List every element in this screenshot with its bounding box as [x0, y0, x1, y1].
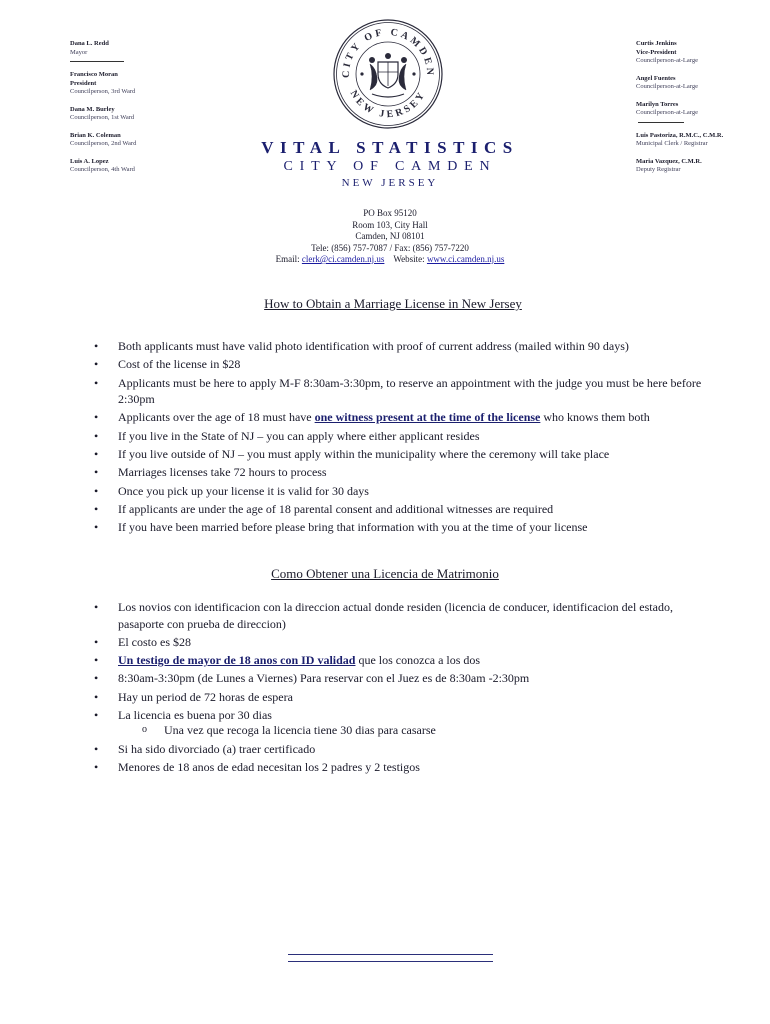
bullet-icon: • [94, 759, 99, 774]
po-box: PO Box 95120 [363, 208, 417, 218]
list-item: • Un testigo de mayor de 18 anos con ID validad que los conozca a los dos [94, 653, 481, 668]
room: Room 103, City Hall [352, 219, 428, 230]
official-entry [70, 106, 220, 123]
email-link[interactable]: clerk@ci.camden.nj.us [301, 254, 385, 264]
list-item: • Si ha sido divorciado (a) traer certificado [94, 741, 316, 756]
official-entry [636, 101, 766, 123]
bullet-icon: • [94, 653, 99, 668]
official-role: Councilperson-at-Large [636, 57, 698, 64]
list-item: • El costo es $28 [94, 634, 191, 649]
bullet-icon: • [94, 428, 99, 443]
english-list [94, 338, 714, 537]
official-role: Councilperson-at-Large [636, 83, 698, 90]
bullet-icon: • [94, 501, 99, 516]
official-name: Dana M. Burley [70, 105, 115, 113]
list-item: • Both applicants must have valid photo identification with proof of current address (mailed within 90 days) [94, 339, 629, 353]
official-entry [636, 40, 766, 66]
official-role: Councilperson, 3rd Ward [70, 88, 136, 95]
list-item: • Marriages licenses take 72 hours to process [94, 465, 327, 480]
official-role: Municipal Clerk / Registrar [636, 140, 708, 147]
official-entry [636, 158, 766, 175]
website-link[interactable]: www.ci.camden.nj.us [426, 254, 505, 264]
bullet-icon: • [94, 483, 99, 498]
bullet-icon: • [94, 375, 99, 390]
official-name: Francisco Moran [70, 71, 118, 78]
footer-divider [288, 954, 493, 962]
english-heading: How to Obtain a Marriage License in New Jersey [264, 296, 522, 311]
official-role: Mayor [70, 48, 88, 56]
official-entry [70, 40, 220, 62]
bullet-icon: • [94, 689, 99, 704]
official-entry [70, 71, 220, 97]
emphasis-text: one witness present at the time of the license [314, 410, 541, 425]
circle-bullet-icon: o [142, 724, 147, 736]
official-name: Curtis Jenkins [636, 40, 677, 47]
seal-top-text: CITY OF CAMDEN [340, 26, 436, 79]
contact-address [220, 208, 560, 266]
list-item: • If applicants are under the age of 18 parental consent and additional witnesses are required [94, 501, 554, 516]
official-entry [70, 158, 220, 175]
page-title: VITAL STATISTICS [261, 138, 519, 157]
seal-bottom-text: NEW JERSEY [347, 88, 429, 121]
official-name: Luis A. Lopez [70, 157, 109, 165]
bullet-icon: • [94, 671, 99, 686]
list-item: • Los novios con identificacion con la direccion actual donde residen (licencia de conducer, identificacion del estado, pasaporte con prueba de direccion) [94, 600, 673, 631]
website-label: Website: [393, 254, 425, 264]
bullet-icon: • [94, 446, 99, 461]
title-city: CITY OF CAMDEN [283, 159, 497, 174]
emphasis-text: Un testigo de mayor de 18 anos con ID validad [118, 653, 356, 668]
list-item: • If you live in the State of NJ – you can apply where either applicant resides [94, 428, 480, 443]
bullet-icon: • [94, 600, 99, 614]
bullet-icon: • [94, 520, 99, 535]
official-role: Deputy Registrar [636, 166, 681, 173]
official-entry [70, 132, 220, 149]
list-item: • La licencia es buena por 30 dias [94, 707, 272, 722]
spanish-list [94, 599, 714, 777]
list-item: • Hay un period de 72 horas de espera [94, 689, 293, 704]
bullet-icon: • [94, 741, 99, 756]
official-role: Councilperson, 1st Ward [70, 114, 135, 121]
sub-list-item: o Una vez que recoga la licencia tiene 30 dias para casarse [142, 723, 436, 738]
official-name: Dana L. Redd [70, 40, 109, 47]
official-entry [636, 75, 766, 92]
city-seal-icon [332, 18, 444, 130]
city-line: Camden, NJ 08101 [355, 231, 425, 241]
official-title: President [70, 79, 97, 87]
official-entry [636, 132, 766, 149]
svg-text:NEW JERSEY [348, 89, 429, 121]
list-item: • Applicants over the age of 18 must have one witness present at the time of the license who knows them both [94, 410, 650, 425]
divider [638, 122, 684, 123]
official-name: Brian K. Coleman [70, 131, 121, 139]
list-item: • If you live outside of NJ – you must apply within the municipality where the ceremony will take place [94, 446, 610, 461]
bullet-icon: • [94, 339, 99, 353]
list-item: • Applicants must be here to apply M-F 8:30am-3:30pm, to reserve an appointment with the judge you must be here before 2:30pm [94, 375, 702, 407]
official-role: Councilperson, 4th Ward [70, 166, 135, 173]
list-item: • Menores de 18 anos de edad necesitan los 2 padres y 2 testigos [94, 759, 420, 774]
title-state: NEW JERSEY [341, 177, 439, 189]
spanish-heading: Como Obtener una Licencia de Matrimonio [271, 566, 499, 581]
bullet-icon: • [94, 634, 99, 649]
email-label: Email: [275, 254, 300, 264]
official-name: Marilyn Torres [636, 100, 679, 108]
divider [70, 61, 124, 62]
email-website-line [220, 254, 560, 266]
list-item: • If you have been married before please bring that information with you at the time of your license [94, 520, 588, 535]
official-role: Councilperson-at-Large [636, 109, 698, 116]
phone-fax: Tele: (856) 757-7087 / Fax: (856) 757-7220 [311, 242, 469, 253]
list-item: • Once you pick up your license it is valid for 30 days [94, 483, 369, 498]
official-name: Angel Fuentes [636, 74, 676, 82]
list-item: • Cost of the license in $28 [94, 357, 241, 372]
official-name: Luis Pastoriza, R.M.C., C.M.R. [636, 131, 724, 139]
official-name: Maria Vazquez, C.M.R. [636, 157, 702, 165]
bullet-icon: • [94, 357, 99, 372]
officials-right-column [636, 40, 766, 184]
bullet-icon: • [94, 410, 99, 425]
official-title: Vice-President [636, 48, 677, 56]
bullet-icon: • [94, 707, 99, 722]
list-item: • 8:30am-3:30pm (de Lunes a Viernes) Para reservar con el Juez es de 8:30am -2:30pm [94, 671, 530, 686]
officials-left-column [70, 40, 220, 184]
official-role: Councilperson, 2nd Ward [70, 140, 137, 147]
bullet-icon: • [94, 465, 99, 480]
